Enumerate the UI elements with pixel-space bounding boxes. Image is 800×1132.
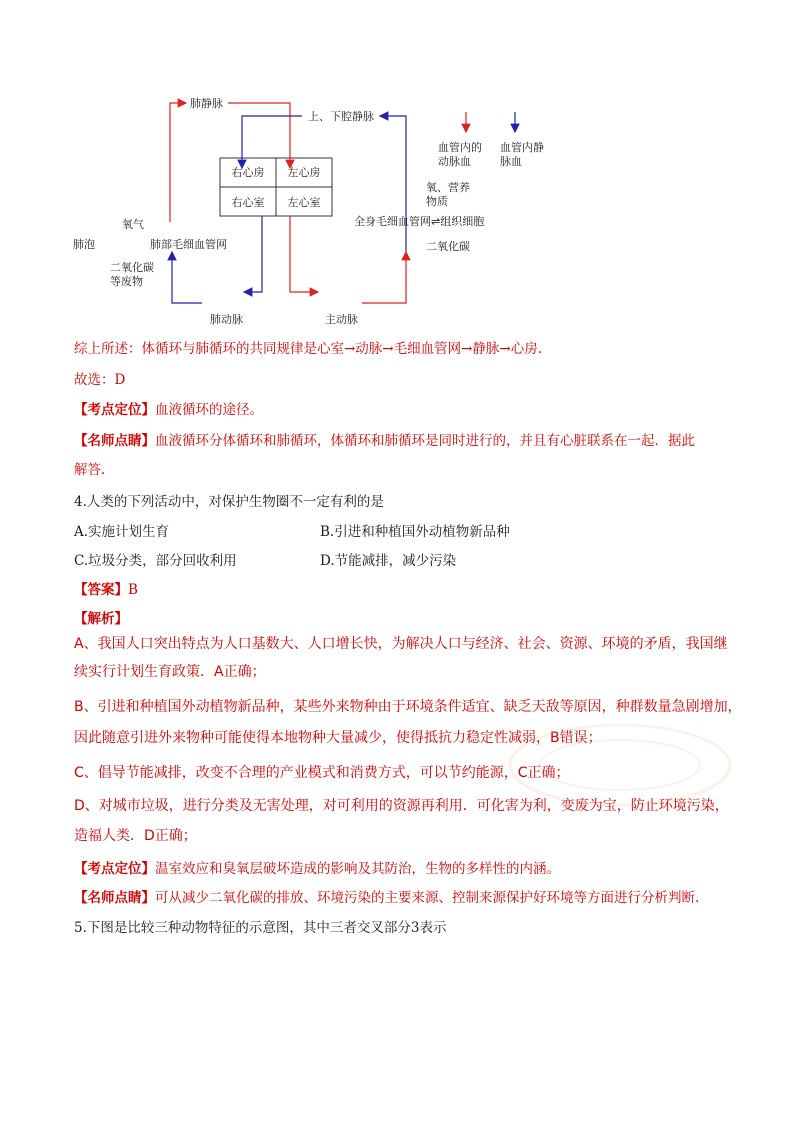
left-ventricle-label: 左心室 xyxy=(287,196,321,209)
aorta-line xyxy=(290,216,318,292)
exchange-arrow-icon: ⇌ xyxy=(431,215,441,228)
q3-mingshi-cont: 解答. xyxy=(74,462,106,478)
q4-jiexi-line: C、倡导节能减排，改变不合理的产业模式和消费方式，可以节约能源，C正确； xyxy=(74,765,570,781)
circulation-diagram-lines xyxy=(0,0,800,340)
q4-options-row1 xyxy=(74,522,734,542)
q4-mingshi-text: 可从减少二氧化碳的排放、环境污染的主要来源、控制来源保护好环境等方面进行分析判断. xyxy=(155,890,700,906)
vena-cava-label: 上、下腔静脉 xyxy=(308,110,374,123)
q4-jiexi-line: A、我国人口突出特点为人口基数大、人口增长快，为解决人口与经济、社会、资源、环境的矛盾，我国继 xyxy=(74,636,728,652)
aorta-label: 主动脉 xyxy=(325,313,358,326)
q4-mingshi-tag: 【名师点睛】 xyxy=(74,890,155,906)
q3-mingshi xyxy=(74,431,695,451)
q3-mingshi-tag: 【名师点睛】 xyxy=(74,433,155,449)
oxygen-nutrients-label-2: 物质 xyxy=(426,195,448,208)
watermark-logo xyxy=(500,700,740,830)
oxygen-label: 氧气 xyxy=(122,218,144,231)
q4-jiexi-tag: 【解析】 xyxy=(74,611,128,627)
q3-mingshi-text: 血液循环分体循环和肺循环，体循环和肺循环是同时进行的，并且有心脏联系在一起．据此 xyxy=(155,433,695,449)
pulmonary-vein-line xyxy=(170,103,186,222)
left-atrium-label: 左心房 xyxy=(287,166,321,179)
q4-jiexi-line: 因此随意引进外来物种可能使得本地物种大量减少，使得抵抗力稳定性减弱，B错误； xyxy=(74,730,602,746)
pulmonary-artery-line xyxy=(244,216,262,292)
q4-mingshi xyxy=(74,888,699,908)
q5-stem: 5.下图是比较三种动物特征的示意图，其中三者交叉部分3表示 xyxy=(74,920,447,936)
q4-kaodian xyxy=(74,859,560,879)
q4-option-b: B.引进和种植国外动植物新品种 xyxy=(320,524,510,540)
q4-answer xyxy=(74,580,138,600)
q4-option-d: D.节能减排，减少污染 xyxy=(320,553,457,569)
body-capillary-text: 全身毛细血管网 xyxy=(354,215,431,228)
circulation-diagram xyxy=(0,0,800,340)
pulmonary-vein-label: 肺静脉 xyxy=(190,97,223,110)
q3-kaodian-text: 血液循环的途径。 xyxy=(155,402,263,418)
oxygen-nutrients-label-1: 氧、营养 xyxy=(426,181,470,194)
q4-jiexi-line: B、引进和种植国外动植物新品种，某些外来物种由于环境条件适宜、缺乏天敌等原因，种群数量急剧增加， xyxy=(74,699,742,715)
q4-option-c: C.垃圾分类，部分回收利用 xyxy=(74,553,237,569)
lung-capillary-label: 肺部毛细血管网 xyxy=(150,238,227,251)
legend-artery-label-1: 血管内的 xyxy=(438,141,482,154)
vena-cava-line xyxy=(380,116,406,258)
q4-kaodian-text: 温室效应和臭氧层破坏造成的影响及其防治，生物的多样性的内涵。 xyxy=(155,861,560,877)
q4-jiexi-line: 续实行计划生育政策．A正确； xyxy=(74,664,266,680)
body-co2-label: 二氧化碳 xyxy=(426,240,470,253)
right-ventricle-label: 右心室 xyxy=(231,196,265,209)
co2-waste-label-2: 等废物 xyxy=(110,275,143,288)
legend-vein-label-2: 脉血 xyxy=(500,155,522,168)
q3-kaodian xyxy=(74,400,263,420)
q4-kaodian-tag: 【考点定位】 xyxy=(74,861,155,877)
q3-choice: 故选：D xyxy=(74,372,126,388)
aorta-to-body xyxy=(362,252,406,303)
q4-jiexi-line: D、对城市垃圾，进行分类及无害处理，对可利用的资源再利用．可化害为利，变废为宝，防止环境污染， xyxy=(74,798,729,814)
tissue-cell-text: 组织细胞 xyxy=(440,215,485,228)
right-atrium-label: 右心房 xyxy=(231,166,265,179)
q4-stem: 4.人类的下列活动中，对保护生物圈不一定有利的是 xyxy=(74,494,384,510)
q4-jiexi-line: 造福人类．D正确； xyxy=(74,828,197,844)
q3-summary: 综上所述：体循环与肺循环的共同规律是心室→动脉→毛细血管网→静脉→心房. xyxy=(74,341,543,357)
legend-artery-label-2: 动脉血 xyxy=(438,155,471,168)
q4-answer-tag: 【答案】 xyxy=(74,582,128,598)
pulmonary-artery-label: 肺动脉 xyxy=(210,313,243,326)
q4-answer-value: B xyxy=(128,582,138,598)
q3-kaodian-tag: 【考点定位】 xyxy=(74,402,155,418)
legend-vein-label-1: 血管内静 xyxy=(500,141,544,154)
co2-waste-label-1: 二氧化碳 xyxy=(110,261,154,274)
body-capillary-label xyxy=(354,215,484,228)
q4-options-row2 xyxy=(74,551,734,571)
q4-option-a: A.实施计划生育 xyxy=(74,524,170,540)
alveoli-label: 肺泡 xyxy=(73,238,95,251)
pulmonary-artery-to-lung xyxy=(172,252,202,303)
